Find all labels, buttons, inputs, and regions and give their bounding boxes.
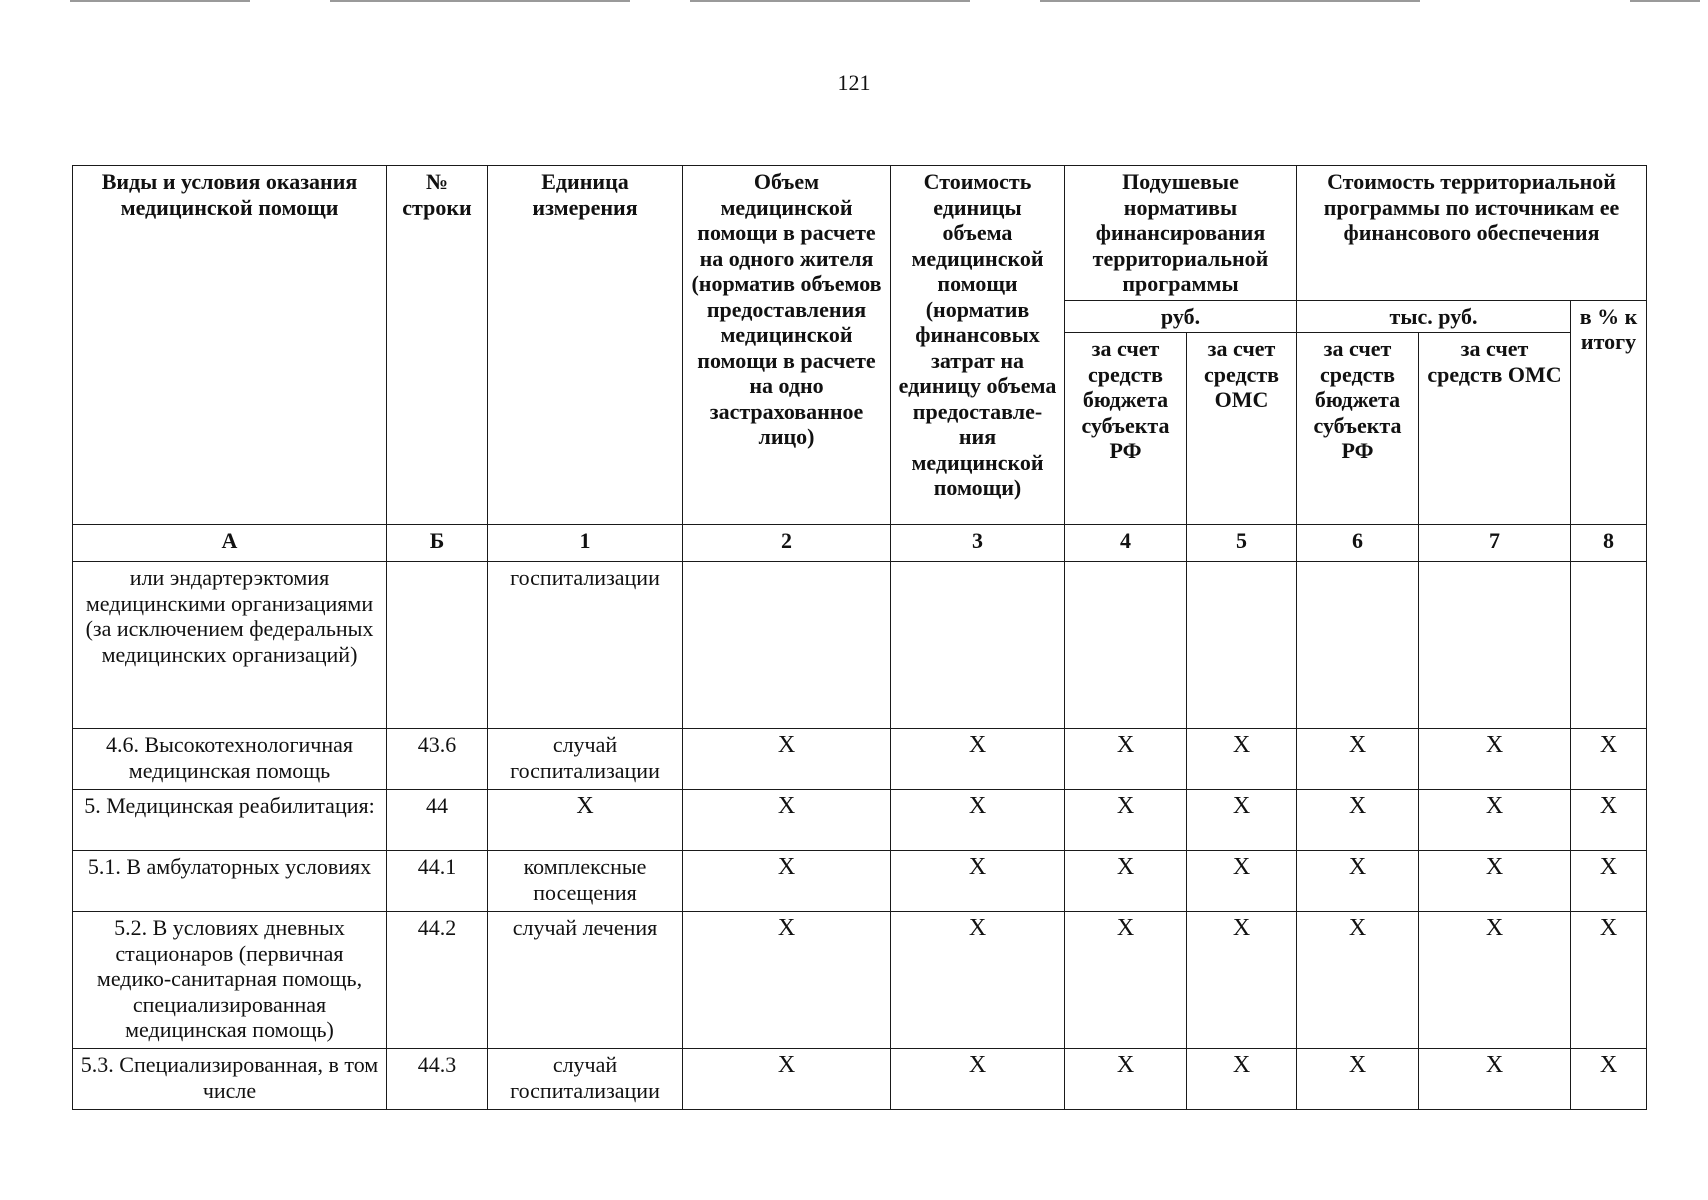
page-number: 121 [837,70,871,95]
row-value [1419,562,1571,729]
row-value: X [891,1049,1065,1110]
header-type: Виды и условия оказания медицинской помощи [73,166,387,525]
row-value: X [1297,790,1419,851]
row-value: X [1419,912,1571,1049]
table-row [73,1049,1647,1110]
row-value: X [1187,729,1297,790]
row-value [1065,562,1187,729]
row-value: X [1419,729,1571,790]
row-unit: случай лечения [488,912,683,1049]
table-row [73,790,1647,851]
row-line-number: 43.6 [387,729,488,790]
header-program-cost: Стоимость территориальной программы по источникам ее финансового обеспечения [1297,166,1647,301]
table-row [73,729,1647,790]
row-name: 4.6. Высокотехнологичная медицинская помощь [73,729,387,790]
column-number: 2 [683,525,891,562]
row-line-number [387,562,488,729]
row-value: X [1297,912,1419,1049]
row-line-number: 44 [387,790,488,851]
row-name: 5.3. Специализированная, в том числе [73,1049,387,1110]
table-row [73,562,1647,729]
header-budget-rub: за счет средств бюджета субъекта РФ [1065,333,1187,525]
table-row [73,912,1647,1049]
row-value: X [1297,851,1419,912]
header-volume: Объем медицинской помощи в расчете на одного жителя (норматив объемов предоставления медицинской помощи в расчете на одно застрахованное лицо) [683,166,891,525]
row-value [1187,562,1297,729]
row-unit: комплексные посещения [488,851,683,912]
column-number: 6 [1297,525,1419,562]
header-budget-thous: за счет средств бюджета субъекта РФ [1297,333,1419,525]
scan-edge-line [330,0,630,2]
row-value: X [891,851,1065,912]
column-number: 3 [891,525,1065,562]
row-unit: госпитализации [488,562,683,729]
row-value: X [1419,790,1571,851]
row-value: X [1419,1049,1571,1110]
row-value: X [683,851,891,912]
row-value: X [683,729,891,790]
row-value: X [1065,1049,1187,1110]
scan-edge-line [1630,0,1700,2]
column-number: А [73,525,387,562]
header-per-capita: Подушевые нормативы финансирования территориальной программы [1065,166,1297,301]
row-value: X [1065,729,1187,790]
table-row [73,851,1647,912]
header-oms-thous: за счет средств ОМС [1419,333,1571,525]
financing-table [72,165,1647,1110]
row-value [891,562,1065,729]
row-value: X [1065,912,1187,1049]
row-value: X [891,912,1065,1049]
header-line-number: № строки [387,166,488,525]
column-number: 1 [488,525,683,562]
row-unit: X [488,790,683,851]
row-name: 5.1. В амбулаторных условиях [73,851,387,912]
row-value: X [891,729,1065,790]
row-line-number: 44.2 [387,912,488,1049]
row-name: 5. Медицинская реабилитация: [73,790,387,851]
row-value: X [1187,912,1297,1049]
header-oms-rub: за счет средств ОМС [1187,333,1297,525]
row-value: X [1571,912,1647,1049]
row-value: X [1187,1049,1297,1110]
column-number: 8 [1571,525,1647,562]
row-value: X [891,790,1065,851]
row-value [683,562,891,729]
row-value: X [1065,851,1187,912]
column-number-row [73,525,1647,562]
header-percent-total: в % к итогу [1571,300,1647,525]
row-value: X [1571,790,1647,851]
row-value: X [683,790,891,851]
row-name: 5.2. В условиях дневных стационаров (первичная медико-санитарная помощь, специализированная медицинская помощь) [73,912,387,1049]
row-unit: случай госпитализации [488,1049,683,1110]
row-value: X [1571,729,1647,790]
column-number: 4 [1065,525,1187,562]
row-line-number: 44.1 [387,851,488,912]
header-unit: Единица измерения [488,166,683,525]
row-value: X [683,912,891,1049]
row-line-number: 44.3 [387,1049,488,1110]
scan-edge-line [1040,0,1420,2]
scan-edge-line [690,0,970,2]
row-value: X [1065,790,1187,851]
row-value: X [1571,1049,1647,1110]
row-value: X [1297,729,1419,790]
header-rub: руб. [1065,300,1297,333]
row-value: X [683,1049,891,1110]
row-value: X [1419,851,1571,912]
column-number: 5 [1187,525,1297,562]
scan-edge-line [70,0,250,2]
row-value [1571,562,1647,729]
row-value: X [1187,790,1297,851]
header-unit-cost: Стоимость единицы объема медицинской помощи (норматив финансовых затрат на единицу объема предоставле-ния медицинской помощи) [891,166,1065,525]
row-value: X [1297,1049,1419,1110]
row-value: X [1571,851,1647,912]
row-value [1297,562,1419,729]
column-number: 7 [1419,525,1571,562]
row-name: или эндартерэктомия медицинскими организациями (за исключением федеральных медицинских организаций) [73,562,387,729]
header-thous-rub: тыс. руб. [1297,300,1571,333]
row-unit: случай госпитализации [488,729,683,790]
row-value: X [1187,851,1297,912]
column-number: Б [387,525,488,562]
